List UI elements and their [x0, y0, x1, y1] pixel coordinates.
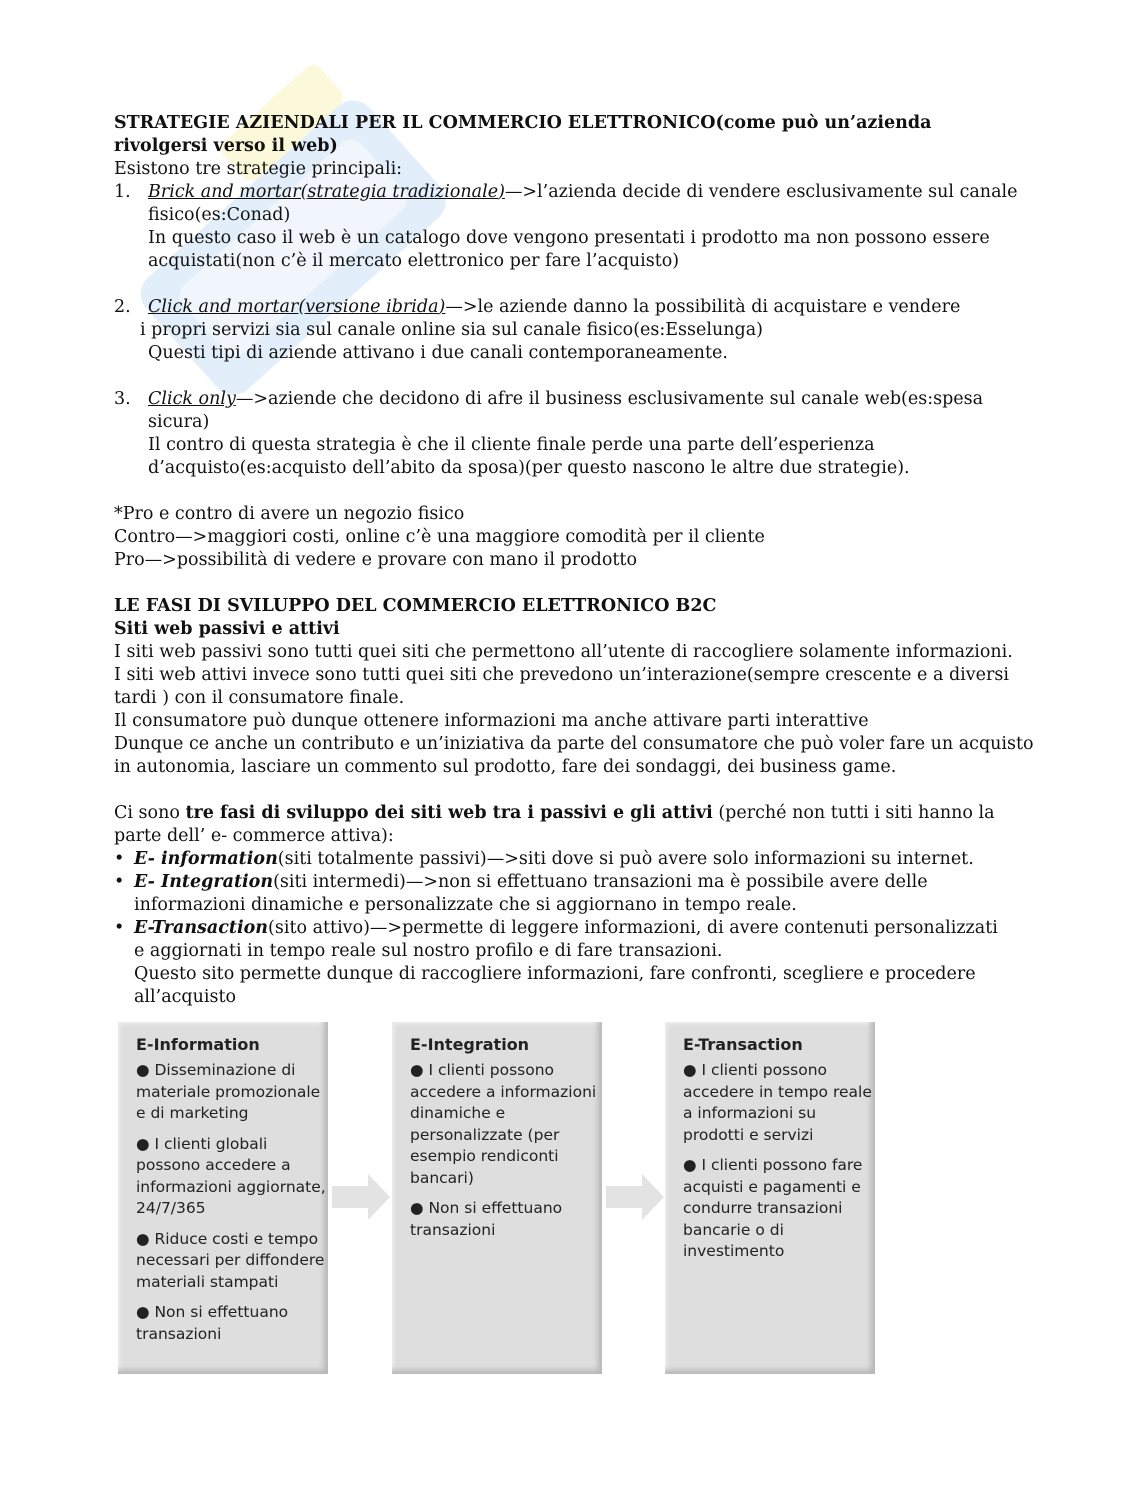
bullet-icon: • — [114, 918, 125, 938]
pro-text: Pro—>possibilità di vedere e provare con mano il prodotto — [114, 550, 638, 570]
strategy-item-1: 1. Brick and mortar(strategia tradizionale)—>l’azienda decide di vendere esclusivamente sul canale fisico(es:Conad) In questo caso il web è un catalogo dove vengono presentati i prodotto ma non possono essere acquistati(non c’è il mercato elettronico per fare l’acquisto) — [114, 182, 1018, 271]
strategy-name: Click only — [148, 389, 236, 409]
box-e-transaction — [665, 1022, 875, 1374]
box-item: ● I clienti possono accedere a informazioni dinamiche e personalizzate (per esempio rendiconti bancari) — [410, 1061, 597, 1187]
box-e-information — [118, 1022, 328, 1374]
box-item: ● I clienti possono fare acquisti e pagamenti e condurre transazioni bancarie o di investimento — [683, 1156, 863, 1260]
strategy-name: Click and mortar( — [148, 297, 306, 317]
para-line: Dunque ce anche un contributo e un’iniziativa da parte del consumatore che può voler fare un acquisto — [114, 734, 1034, 754]
phases-intro: Ci sono tre fasi di sviluppo dei siti web tra i passivi e gli attivi (perché non tutti i siti hanno la — [114, 803, 995, 823]
phase-item-3: • E-Transaction(sito attivo)—>permette di leggere informazioni, di avere contenuti personalizzati e aggiornati in tempo reale sul nostro profilo e di fare transazioni. Questo sito permette dunque di raccogliere informazioni, fare confronti, scegliere e procedere all’acquisto — [114, 918, 998, 1007]
bullet-icon: • — [114, 872, 125, 892]
para-line: I siti web passivi sono tutti quei siti che permettono all’utente di raccogliere solamente informazioni. — [114, 642, 1013, 662]
box-title: E-Integration — [410, 1035, 530, 1054]
arrow-right-icon — [332, 1172, 392, 1222]
box-title: E-Information — [136, 1035, 260, 1054]
phase-name: E- information — [134, 849, 278, 869]
phase-name: E- Integration — [134, 872, 274, 892]
heading-fasi: LE FASI DI SVILUPPO DEL COMMERCIO ELETTRONICO B2C — [114, 596, 717, 616]
contro-text: Contro—>maggiori costi, online c’è una maggiore comodità per il cliente — [114, 527, 765, 547]
phase-item-1: • E- information(siti totalmente passivi)—>siti dove si può avere solo informazioni su internet. — [114, 849, 974, 869]
bullet-icon: • — [114, 849, 125, 869]
box-title: E-Transaction — [683, 1035, 803, 1054]
box-item: ● Non si effettuano transazioni — [410, 1199, 563, 1239]
ecommerce-phases-figure — [118, 1022, 878, 1378]
subheading-siti: Siti web passivi e attivi — [114, 619, 340, 639]
box-item: ● Riduce costi e tempo necessari per diffondere materiali stampati — [136, 1229, 325, 1291]
box-item: ● Non si effettuano transazioni — [136, 1303, 289, 1343]
procontro-title: *Pro e contro di avere un negozio fisico — [114, 504, 465, 524]
para-line: tardi ) con il consumatore finale. — [114, 688, 405, 708]
para-line: in autonomia, lasciare un commento sul prodotto, fare dei sondaggi, dei business game. — [114, 757, 897, 777]
phase-name: E-Transaction — [134, 918, 269, 938]
para-line: I siti web attivi invece sono tutti quei siti che prevedono un’interazione(sempre crescente e a diversi — [114, 665, 1009, 685]
strategy-item-2: 2. Click and mortar(versione ibrida)—>le aziende danno la possibilità di acquistare e vendere i propri servizi sia sul canale online sia sul canale fisico(es:Esselunga) Questi tipi di aziende attivano i due canali contemporaneamente. — [114, 297, 961, 363]
box-item: ● Disseminazione di materiale promozionale e di marketing — [136, 1061, 321, 1122]
document-body: STRATEGIE AZIENDALI PER IL COMMERCIO ELETTRONICO(come può un’azienda rivolgersi verso il web) Esistono tre strategie principali: 1. Brick and mortar(strategia tradizionale)—>l’azienda decide di vendere esclusivamente sul canale fisico(es:Conad) In questo caso il web è un catalogo dove vengono presentati i prodotto ma non possono essere acquistati(non c’è il mercato elettronico per fare l’acquisto) 2. Click and mortar(versione ibrida)—>le aziende danno la possibilità di acquistare e vendere i propri servizi sia sul canale online sia sul canale fisico(es:Esselunga) Questi tipi di aziende attivano i due canali contemporaneamente. 3. Click only—>aziende che decidono di afre il business esclusivamente sul canale web(es:spesa sicura) Il contro di questa strategia è che il cliente finale perde una parte dell’esperienza d’acquisto(es:acquisto dell’abito da sposa)(per questo nascono le altre due strategie). *Pro e contro di avere un negozio fisico Contro—>maggiori costi, online c’è una maggiore comodità per il cliente Pro—>possibilità di vedere e provare con mano il prodotto LE FASI DI SVILUPPO DEL COMMERCIO ELETTRONICO B2C Siti web passivi e attivi I siti web passivi sono tutti quei siti che permettono all’utente di raccogliere solamente informazioni. I siti web attivi invece sono tutti quei siti che prevedono un’interazione(sempre crescente e a diversi tardi ) con il consumatore finale. Il consumatore può dunque ottenere informazioni ma anche attivare parti interattive Dunque ce anche un contributo e un’iniziativa da parte del consumatore che può voler fare un acquisto in autonomia, lasciare un commento sul prodotto, fare dei sondaggi, dei business game. Ci sono tre fasi di sviluppo dei siti web tra i passivi e gli attivi (perché non tutti i siti hanno la parte dell’ e- commerce attiva): • E- information(siti totalmente passivi)—>siti dove si può avere solo informazioni su internet. • E- Integration(siti intermedi)—>non si effettuano transazioni ma è possibile avere delle informazioni dinamiche e personalizzate che si aggiornano in tempo reale. • E-Transaction(sito attivo)—>permette di leggere informazioni, di avere contenuti personalizzati e aggiornati in tempo reale sul nostro profilo e di fare transazioni. Questo sito permette dunque di raccogliere informazioni, fare confronti, scegliere e procedere all’acquisto — [114, 112, 1044, 1009]
box-item: ● I clienti globali possono accedere a informazioni aggiornate, 24/7/365 — [136, 1134, 326, 1217]
strategy-item-3: 3. Click only—>aziende che decidono di afre il business esclusivamente sul canale web(es:spesa sicura) Il contro di questa strategia è che il cliente finale perde una parte dell’esperienza d’acquisto(es:acquisto dell’abito da sposa)(per questo nascono le altre due strategie). — [114, 389, 984, 478]
intro-text: Esistono tre strategie principali: — [114, 159, 403, 179]
strategy-name: Brick and mortar( — [148, 182, 308, 202]
para-line: Il consumatore può dunque ottenere informazioni ma anche attivare parti interattive — [114, 711, 869, 731]
arrow-right-icon — [606, 1172, 666, 1222]
heading-strategie: STRATEGIE AZIENDALI PER IL COMMERCIO ELETTRONICO(come può un’azienda — [114, 113, 932, 133]
phase-item-2: • E- Integration(siti intermedi)—>non si effettuano transazioni ma è possibile avere delle informazioni dinamiche e personalizzate che si aggiornano in tempo reale. — [114, 872, 928, 915]
heading-strategie-cont: rivolgersi verso il web) — [114, 136, 338, 156]
box-e-integration — [392, 1022, 602, 1374]
box-item: ● I clienti possono accedere in tempo reale a informazioni su prodotti e servizi — [683, 1061, 872, 1144]
